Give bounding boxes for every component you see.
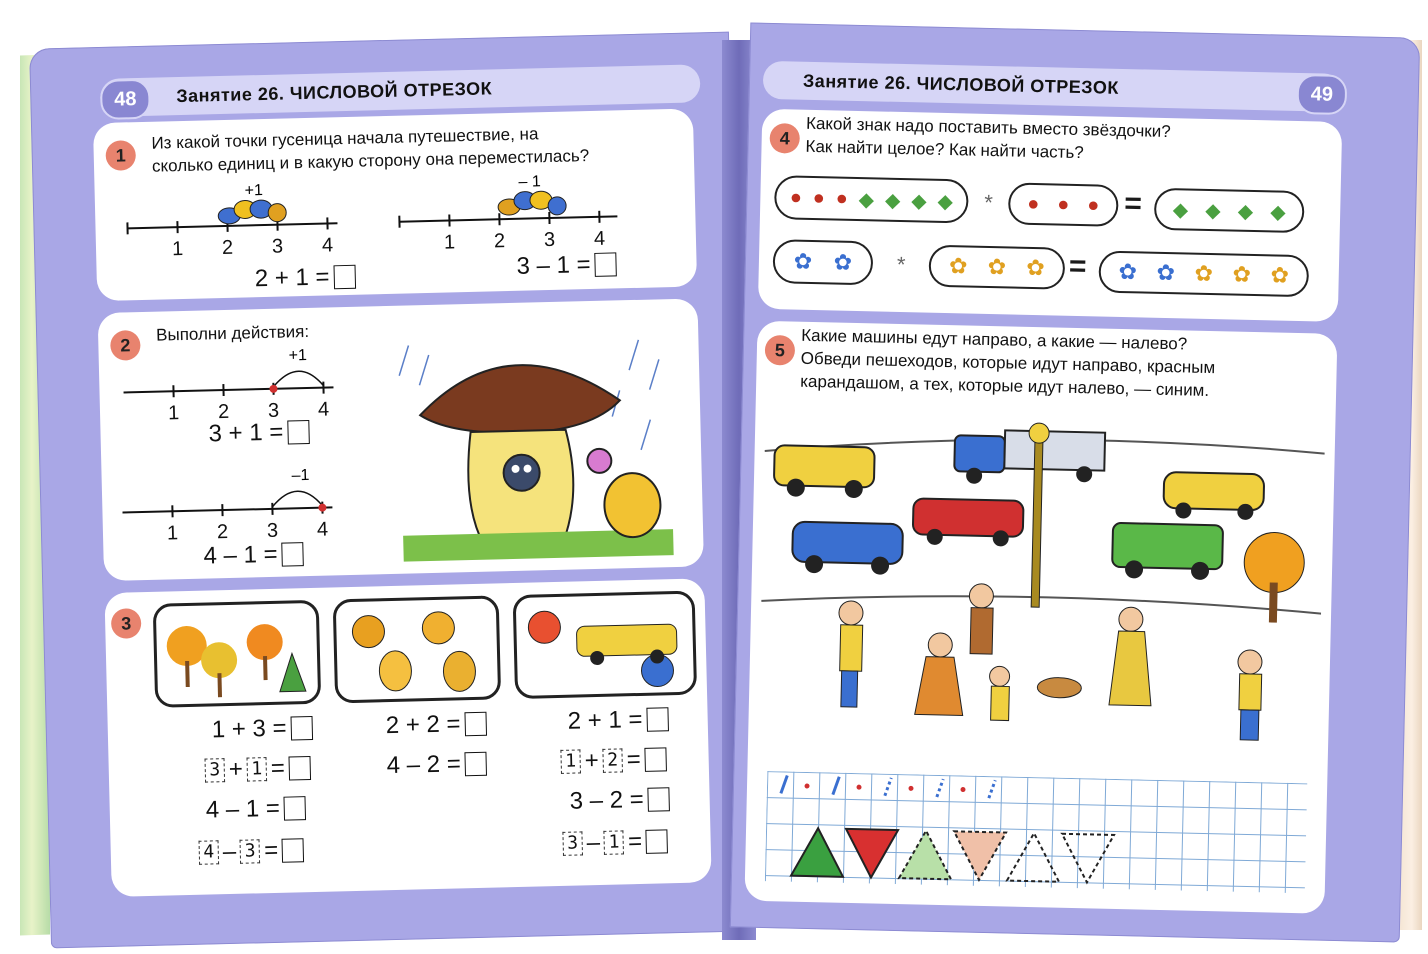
- yellow-flower-icon: ✿: [948, 253, 968, 279]
- task1-lineB-tick: 2: [493, 230, 506, 253]
- part-yellow-flowers-pill: [928, 245, 1065, 290]
- blue-flower-icon: ✿: [1118, 258, 1138, 285]
- left-header-title: Занятие 26. ЧИСЛОВОЙ ОТРЕЗОК: [176, 77, 493, 106]
- task1-text: [151, 121, 589, 178]
- star-placeholder: *: [984, 189, 994, 216]
- pedestrian-icon: [915, 632, 965, 715]
- leaf-icon: ◆: [1172, 198, 1189, 221]
- mushroom-icon: ●: [1027, 192, 1040, 215]
- right-page: [730, 23, 1420, 943]
- car-icon: [774, 445, 875, 498]
- task2-lineB-tick: 3: [266, 519, 279, 543]
- task4-text: [805, 112, 1171, 166]
- task1-lineA-tick: 4: [321, 234, 334, 257]
- triangle-down-icon: [953, 831, 1006, 880]
- task3-col2-eq1: [385, 710, 486, 740]
- task2-lineB: [121, 466, 333, 545]
- task1-text-line1: Из какой точки гусеница начала путешествие, на: [151, 124, 539, 153]
- answer-box[interactable]: [647, 787, 670, 812]
- leaf-icon: ◆: [1237, 200, 1254, 223]
- task5-text-line2: Обведи пешеходов, которые идут направо, красным: [800, 348, 1216, 378]
- task2-lineB-marker: –1: [291, 466, 310, 485]
- task1-equationB-text: 3 – 1 =: [516, 251, 591, 280]
- blue-flower-icon: ✿: [833, 249, 853, 275]
- task2-number: 2: [110, 330, 141, 361]
- equals-sign: =: [1123, 187, 1143, 221]
- task3-col3-eq3: [569, 785, 670, 815]
- answer-box[interactable]: [287, 420, 310, 445]
- leaf-icon: ◆: [937, 190, 954, 213]
- leaf-icon: ◆: [910, 189, 927, 213]
- leaf-icon: ◆: [858, 188, 875, 211]
- answer-box[interactable]: [333, 265, 356, 290]
- answer-box[interactable]: [290, 716, 313, 741]
- copybook-grid: [765, 771, 1307, 893]
- task1-equationB: [516, 250, 617, 280]
- mushroom-icon: ●: [789, 185, 803, 209]
- left-page-number: 48: [100, 79, 151, 120]
- dotted-digit: 1: [247, 757, 268, 781]
- task1-lineB: [398, 171, 618, 254]
- car-icon: [913, 498, 1024, 546]
- trees-picture: [153, 600, 321, 708]
- answer-box[interactable]: [289, 756, 312, 781]
- task1-text-line2: сколько единиц и в какую сторону она переместилась?: [151, 146, 590, 176]
- fruit-icons: [336, 598, 498, 700]
- task1-lineA-marker: +1: [244, 182, 264, 200]
- task1-number-lines: [116, 169, 678, 263]
- answer-box[interactable]: [281, 542, 304, 567]
- part-leaves-pill: [1154, 188, 1305, 233]
- answer-box[interactable]: [644, 747, 667, 772]
- task1-lineA: [126, 180, 338, 261]
- task5-number: 5: [765, 335, 796, 366]
- leaf-icon: ◆: [1205, 199, 1221, 222]
- dotted-digit: 3: [562, 831, 583, 855]
- yellow-flower-icon: ✿: [1270, 262, 1290, 288]
- triangle-up-icon: [899, 830, 952, 879]
- apples-pears-picture: [333, 595, 501, 703]
- answer-box[interactable]: [646, 707, 669, 732]
- triangle-down-icon: [1061, 834, 1114, 883]
- task2-equationB-text: 4 – 1 =: [203, 540, 278, 570]
- street-illustration: [758, 411, 1326, 764]
- task2-equationA-text: 3 + 1 =: [208, 418, 284, 448]
- task2-card: [98, 298, 704, 581]
- caterpillar-icon: [218, 199, 287, 224]
- triangle-up-icon: [791, 828, 844, 877]
- task2-lineA-tick: 1: [167, 402, 180, 425]
- task2-lineB-tick: 4: [316, 518, 329, 541]
- task2-lineB-tick: 2: [216, 520, 229, 544]
- task1-lineB-marker: – 1: [518, 173, 541, 191]
- mushroom-icon: ●: [835, 187, 849, 210]
- task2-lineA: [123, 346, 335, 425]
- task1-lineB-tick: 1: [443, 231, 456, 254]
- eq-operator: –: [586, 828, 601, 857]
- eq-text: 1 + 3 =: [211, 714, 287, 744]
- dotted-digit: 4: [199, 840, 220, 864]
- task3-col3-eq1: [567, 705, 668, 735]
- toy-icons: [516, 594, 694, 696]
- star-placeholder: *: [896, 251, 906, 278]
- answer-box[interactable]: [464, 752, 487, 777]
- pedestrian-icon: [1236, 650, 1262, 741]
- task5-card: [744, 321, 1337, 914]
- task1-lineA-tick: 2: [221, 236, 234, 260]
- whole-flowers-pill: [1098, 250, 1309, 297]
- task5-text-line1: Какие машины едут направо, а какие — налево?: [801, 325, 1188, 354]
- truck-icon: [954, 429, 1105, 486]
- task2-number-lines: [119, 344, 374, 560]
- left-page: [29, 32, 751, 949]
- left-header: [100, 64, 701, 117]
- car-icon: [1112, 523, 1223, 580]
- eq-text: 3 – 2 =: [569, 785, 645, 815]
- dotted-digit: 2: [602, 748, 623, 772]
- answer-box[interactable]: [594, 252, 617, 277]
- mushroom-icon: ●: [1087, 193, 1100, 216]
- task3-col1-eq4: 4 – 3 =: [198, 836, 304, 867]
- yellow-flower-icon: ✿: [1026, 254, 1046, 281]
- tree-icon: [1243, 532, 1305, 623]
- task5-text-line3: карандашом, а тех, которые идут налево, — синим.: [800, 371, 1210, 401]
- mushroom-icon: ●: [812, 186, 826, 209]
- eq-operator: +: [584, 746, 600, 775]
- dotted-digit: 1: [604, 830, 625, 854]
- task1-lineB-tick: 3: [543, 228, 556, 252]
- task4-text-line2: Как найти целое? Как найти часть?: [805, 136, 1084, 163]
- equals-sign: =: [1068, 249, 1087, 284]
- task1-card: [93, 108, 697, 301]
- car-icon: [1163, 472, 1264, 520]
- mushroom-rain-illustration: [388, 329, 684, 566]
- task2-lineA-tick: 2: [217, 400, 230, 424]
- dotted-digit: 3: [205, 758, 226, 782]
- answer-box[interactable]: [284, 796, 307, 821]
- tree-icons: [156, 603, 318, 705]
- pedestrian-icon: [968, 584, 994, 655]
- task3-number: 3: [111, 608, 142, 639]
- blue-flower-icon: ✿: [1156, 259, 1176, 286]
- pattern-tracing: [765, 771, 1307, 893]
- pedestrian-icon: [1109, 607, 1153, 706]
- task2-text: Выполни действия:: [155, 321, 310, 345]
- right-header-title: Занятие 26. ЧИСЛОВОЙ ОТРЕЗОК: [802, 70, 1120, 98]
- balls-car-picture: [513, 591, 697, 699]
- leaf-icon: ◆: [884, 189, 901, 212]
- part-blue-flowers-pill: [772, 239, 873, 285]
- answer-box[interactable]: [282, 838, 305, 863]
- task3-card: [104, 578, 711, 897]
- answer-box[interactable]: [646, 829, 669, 854]
- yellow-flower-icon: ✿: [987, 253, 1007, 280]
- task2-lineB-tick: 1: [166, 522, 179, 545]
- yellow-flower-icon: ✿: [1194, 260, 1214, 287]
- dotted-digit: 1: [560, 749, 581, 773]
- eq-operator: –: [222, 837, 237, 866]
- caterpillar-icon: [498, 191, 567, 217]
- task3-col1-eq2: 3 + 1 =: [204, 754, 311, 785]
- task3-col1-eq1: [211, 714, 312, 744]
- eq-operator: +: [228, 755, 244, 784]
- task2-lineA-marker: +1: [288, 346, 308, 365]
- task5-text: [800, 324, 1216, 402]
- dog-icon: [1037, 677, 1081, 698]
- car-icon: [792, 522, 903, 575]
- task3-col3-eq4: 3 – 1 =: [562, 827, 668, 858]
- triangle-down-icon: [845, 829, 898, 878]
- mushroom-icon: ●: [1057, 193, 1070, 216]
- yellow-flower-icon: ✿: [1232, 261, 1252, 287]
- eq-text: 4 – 1 =: [205, 794, 281, 824]
- task4-text-line1: Какой знак надо поставить вместо звёздочки?: [805, 113, 1171, 142]
- task1-number: 1: [105, 140, 136, 171]
- task2-equationB: [203, 540, 304, 570]
- answer-box[interactable]: [464, 712, 487, 737]
- dotted-digit: 3: [240, 839, 261, 863]
- slash-pattern: [781, 775, 995, 798]
- pedestrian-icon: [989, 666, 1010, 720]
- task2-equationA: [208, 418, 309, 448]
- task2-lineA-tick: 3: [267, 399, 280, 422]
- task3-col3-eq2: 1 + 2 =: [560, 745, 667, 776]
- task1-equationA-text: 2 + 1 =: [254, 263, 330, 293]
- blue-flower-icon: ✿: [793, 248, 813, 274]
- task1-lineB-tick: 4: [593, 227, 606, 250]
- eq-text: 4 – 2 =: [386, 750, 462, 780]
- eq-text: 2 + 1 =: [567, 705, 643, 735]
- task2-lineA-tick: 4: [317, 398, 330, 421]
- task1-equationA: [254, 263, 355, 293]
- task1-lineA-tick: 3: [271, 235, 284, 258]
- task4-card: [758, 109, 1342, 322]
- right-page-number: 49: [1296, 74, 1347, 115]
- pedestrian-icon: [837, 601, 863, 708]
- leaf-icon: ◆: [1269, 200, 1286, 224]
- whole-mushrooms-leaves-pill: [774, 175, 969, 223]
- triangle-up-icon: [1007, 833, 1060, 882]
- part-mushrooms-pill: [1008, 182, 1119, 226]
- right-header: [763, 61, 1344, 112]
- task3-col2-eq2: [386, 750, 487, 780]
- task1-lineA-tick: 1: [171, 237, 184, 261]
- eq-text: 2 + 2 =: [385, 710, 461, 740]
- task3-col1-eq3: [205, 794, 306, 824]
- task4-number: 4: [769, 123, 800, 154]
